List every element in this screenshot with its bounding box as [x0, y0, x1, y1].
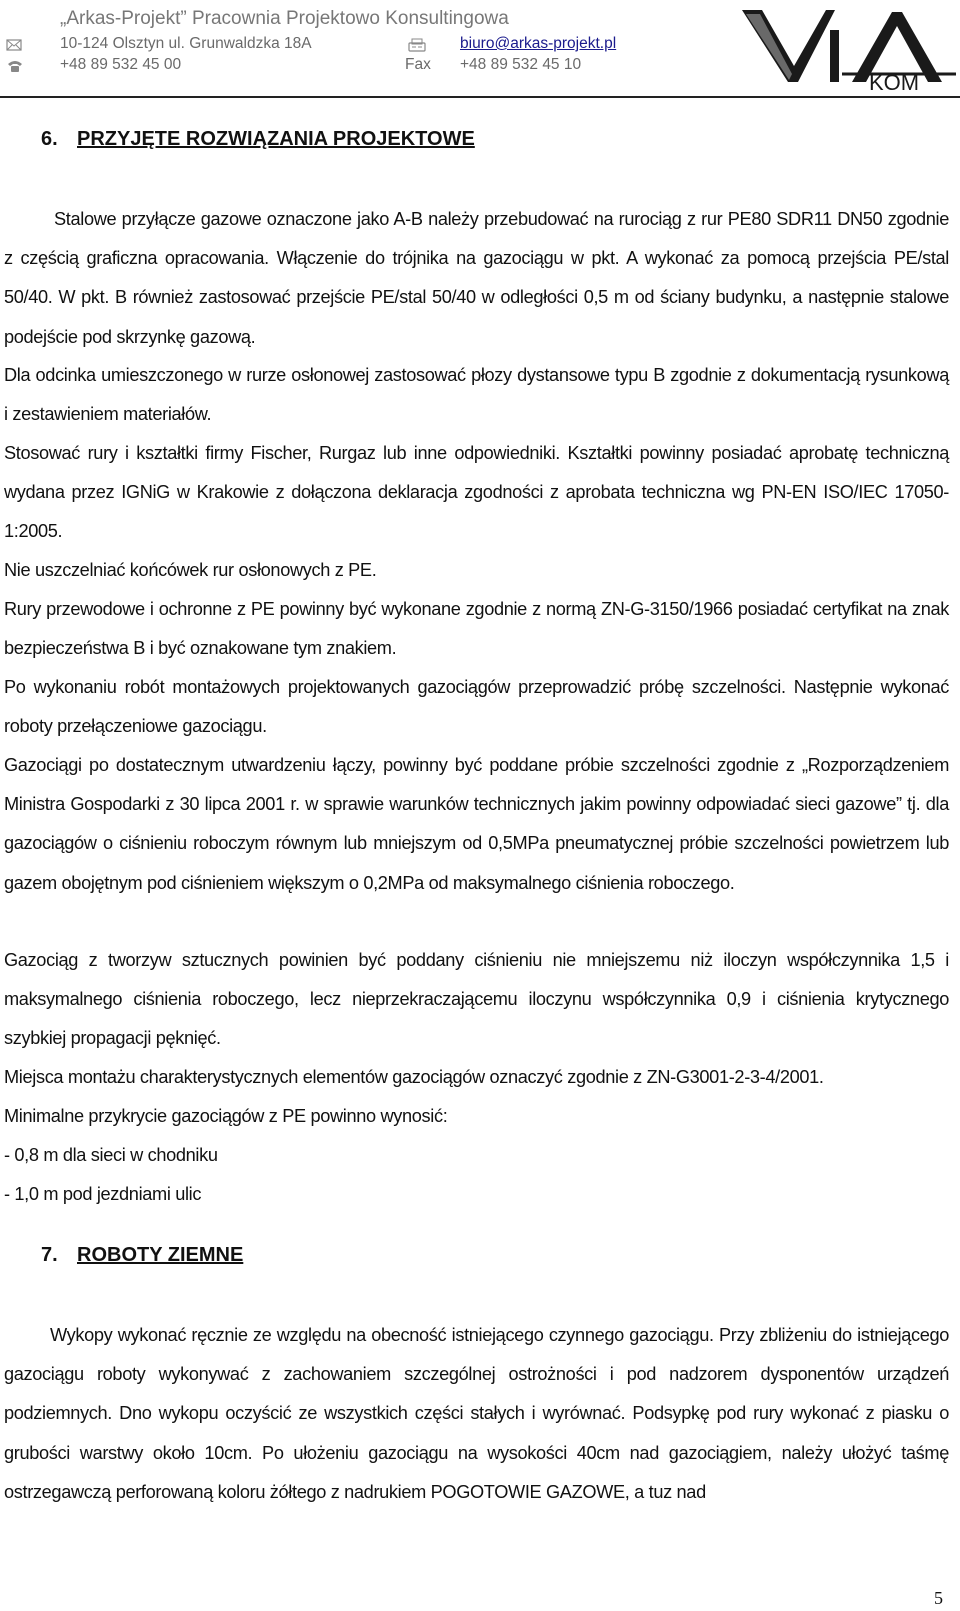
fax-label: Fax [405, 56, 431, 73]
paragraph: Minimalne przykrycie gazociągów z PE powinno wynosić: [4, 1106, 448, 1126]
company-fax: +48 89 532 45 10 [460, 56, 582, 73]
logo-text: KOM [869, 70, 920, 92]
section-6-number: 6. [41, 128, 58, 150]
fax-machine-icon [407, 37, 427, 53]
paragraph: Gazociągi po dostatecznym utwardzeniu łączy, powinny być poddane próbie szczelności zgodnie z „Rozporządzeniem Ministra Gospodarki z 30 lipca 2001 r. w sprawie warunków technicznych jakim powinny odpowiadać sieci gazowe” tj. dla gazociągów o ciśnieniu roboczym równym lub mniejszym od 0,5MPa pneumatycznej próbie szczelności powietrzem lub gazem obojętnym pod ciśnieniem większym o 0,2MPa od maksymalnego ciśnienia roboczego. [4, 755, 949, 893]
paragraph: Stosować rury i kształtki firmy Fischer, Rurgaz lub inne odpowiedniki. Kształtki powinny posiadać aprobatę techniczną wydana przez IGNiG w Krakowie z dołączona deklaracja zgodności z aprobata techniczna wg PN-EN ISO/IEC 17050-1:2005. [4, 443, 949, 542]
list-item: - 1,0 m pod jezdniami ulic [4, 1184, 202, 1204]
company-address: 10-124 Olsztyn ul. Grunwaldzka 18A [60, 35, 312, 52]
viakom-logo [742, 8, 957, 92]
company-email[interactable]: biuro@arkas-projekt.pl [460, 35, 617, 52]
paragraph: Miejsca montażu charakterystycznych elementów gazociągów oznaczyć zgodnie z ZN-G3001-2-3-4/2001. [4, 1067, 824, 1087]
company-phone: +48 89 532 45 00 [60, 56, 182, 73]
paragraph: Po wykonaniu robót montażowych projektowanych gazociągów przeprowadzić próbę szczelności. Następnie wykonać roboty przełączeniowe gazociągu. [4, 677, 949, 737]
paragraph: Rury przewodowe i ochronne z PE powinny być wykonane zgodnie z normą ZN-G-3150/1966 posiadać certyfikat na znak bezpieczeństwa B i być oznakowane tym znakiem. [4, 599, 949, 659]
section-7-title: ROBOTY ZIEMNE [77, 1244, 244, 1266]
section-7-number: 7. [41, 1244, 58, 1266]
section-6-title: PRZYJĘTE ROZWIĄZANIA PROJEKTOWE [77, 128, 475, 150]
letterhead [0, 0, 960, 100]
envelope-icon [6, 37, 22, 53]
paragraph: Stalowe przyłącze gazowe oznaczone jako A-B należy przebudować na rurociąg z rur PE80 SDR11 DN50 zgodnie z częścią graficzna opracowania. Włączenie do trójnika na gazociągu w pkt. A wykonać za pomocą przejścia PE/stal 50/40. W pkt. B również zastosować przejście PE/stal 50/40 w odległości 0,5 m od ściany budynku, a następnie stalowe podejście pod skrzynkę gazową. [4, 209, 949, 347]
list-item: - 0,8 m dla sieci w chodniku [4, 1145, 218, 1165]
paragraph: Nie uszczelniać końcówek rur osłonowych z PE. [4, 560, 377, 580]
paragraph: Gazociąg z tworzyw sztucznych powinien być poddany ciśnieniu nie mniejszemu niż iloczyn współczynnika 1,5 i maksymalnego ciśnienia roboczego, lecz nieprzekraczającemu iloczynu współczynnika 0,9 i ciśnienia krytycznego szybkiej propagacji pęknięć. [4, 950, 949, 1049]
company-name: „Arkas-Projekt” Pracownia Projektowo Konsultingowa [60, 8, 509, 29]
paragraph: Dla odcinka umieszczonego w rurze osłonowej zastosować płozy dystansowe typu B zgodnie z dokumentacją rysunkową i zestawieniem materiałów. [4, 365, 949, 425]
paragraph: Wykopy wykonać ręcznie ze względu na obecność istniejącego czynnego gazociągu. Przy zbliżeniu do istniejącego gazociągu roboty wykonywać z zachowaniem szczególnej ostrożności i pod nadzorem dysponentów urządzeń podziemnych. Dno wykopu oczyścić ze wszystkich części stałych i wyrównać. Podsypkę pod rury wykonać z piasku o grubości warstwy około 10cm. Po ułożeniu gazociągu na wysokości 40cm nad gazociągiem, należy ułożyć taśmę ostrzegawczą perforowaną koloru żółtego z nadrukiem POGOTOWIE GAZOWE, a tuz nad [4, 1325, 949, 1502]
page-number: 5 [934, 1588, 943, 1608]
header-divider [0, 96, 960, 98]
telephone-icon [6, 58, 24, 74]
